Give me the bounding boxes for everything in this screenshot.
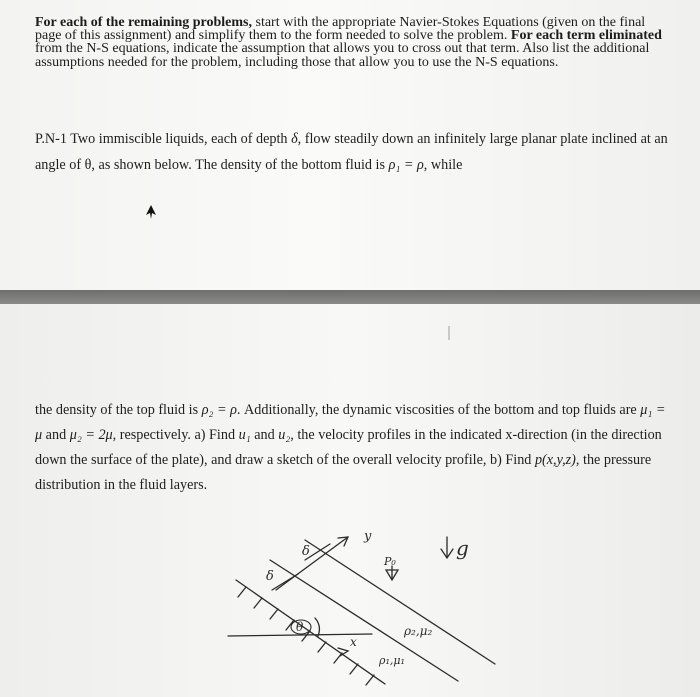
top-fluid-label: ρ₂,μ₂ — [404, 624, 433, 638]
plate-surface — [236, 580, 385, 684]
u2-symbol: u₂ — [278, 427, 291, 443]
problem2-text-c: and — [42, 427, 70, 443]
y-axis-label: y — [364, 529, 372, 544]
x-axis-label: x — [350, 635, 357, 649]
instructions-bold-1: For each of the remaining problems, — [35, 15, 252, 30]
instructions-bold-2: For each term eliminated — [510, 28, 662, 44]
problem2-text-f: , the velocity profiles in the indicated x-direction (in the direction down the surface of the plate), and draw a sketch of the overall velocity profile, b) Find — [35, 427, 662, 468]
p0-label: P₀ — [384, 555, 396, 568]
problem1-text-a: P.N-1 Two immiscible liquids, each of depth — [35, 131, 292, 147]
delta-bottom-label: δ — [266, 569, 274, 584]
mu2-equation: μ₂ = 2μ — [69, 427, 113, 443]
problem2-text-e: and — [250, 427, 279, 443]
bottom-fluid-label: ρ₁,μ₁ — [379, 654, 405, 667]
rho1-equation: ρ₁ = ρ — [388, 157, 424, 173]
delta-symbol: δ — [291, 131, 298, 147]
u1-symbol: u₁ — [238, 427, 251, 443]
rho2-equation: ρ₂ = ρ — [201, 402, 237, 418]
problem1-text-c: , while — [423, 157, 463, 173]
theta-label: θ — [296, 620, 304, 634]
problem1-text-b: , flow steadily down an infinitely large planar plate inclined at an angle of θ, as shown below. The density of the bottom fluid is — [35, 131, 668, 173]
mu1-equation: μ₁ = μ — [35, 402, 666, 443]
problem2-text-g: , the pressure distribution in the fluid layers. — [35, 452, 652, 493]
pressure-function: p(x,y,z) — [534, 452, 576, 468]
gravity-label: g — [456, 536, 469, 560]
problem2-text-b: . Additionally, the dynamic viscosities of the bottom and top fluids are — [236, 402, 641, 418]
delta-top-label: δ — [302, 544, 310, 559]
instructions-text-2: from the N-S equations, indicate the assumption that allows you to cross out that term. Also list the additional assumptions needed for the problem, including those that allow you to use the N-S equations. — [35, 41, 650, 70]
problem2-text-d: , respectively. a) Find — [112, 427, 239, 443]
delta-bottom-arrow — [272, 574, 298, 590]
problem2-text-a: the density of the top fluid is — [35, 402, 202, 418]
theta-arc — [315, 618, 319, 636]
instructions-text-1: start with the appropriate Navier-Stokes Equations (given on the final page of this assignment) and simplify them to the form needed to solve the problem. — [35, 15, 646, 44]
